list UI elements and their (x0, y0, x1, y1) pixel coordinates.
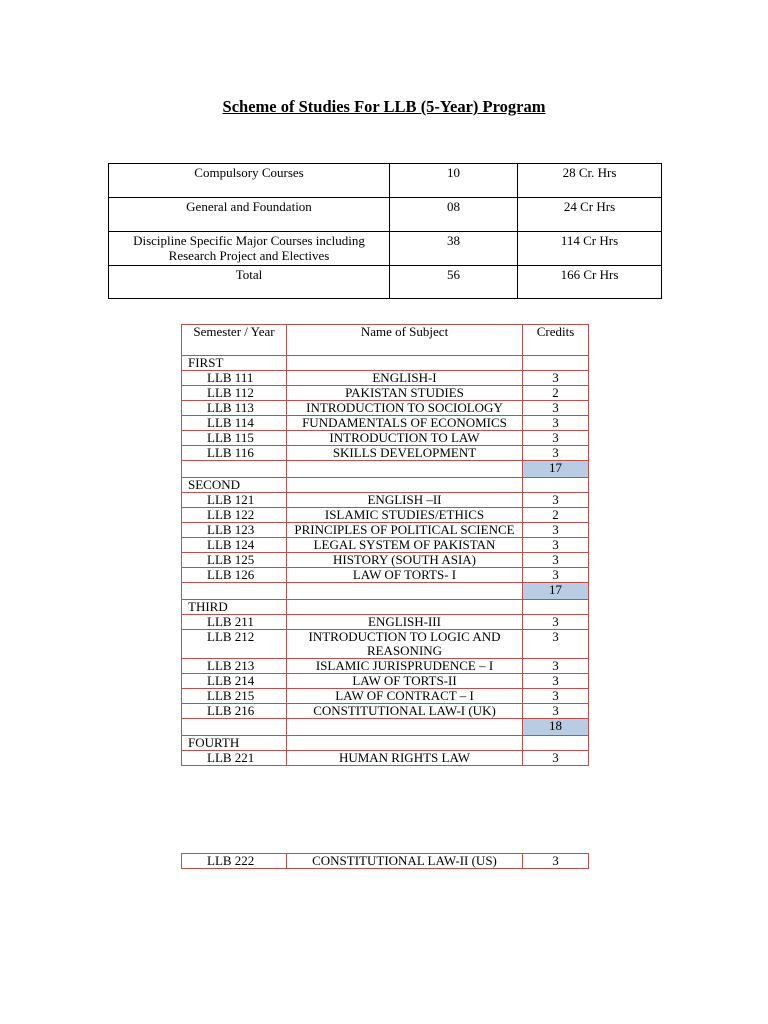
credit-summary-table (108, 163, 662, 299)
course-subject: ENGLISH –II (287, 493, 523, 508)
course-row (182, 493, 589, 508)
course-subject: CONSTITUTIONAL LAW-II (US) (287, 854, 523, 869)
course-subject: HISTORY (SOUTH ASIA) (287, 553, 523, 568)
course-row (182, 568, 589, 583)
semester-total-row (182, 719, 589, 736)
course-credits: 3 (523, 568, 589, 583)
course-code: LLB 213 (182, 659, 287, 674)
header-semester: Semester / Year (182, 325, 287, 356)
summary-hours: 114 Cr Hrs (518, 232, 662, 266)
course-code: LLB 222 (182, 854, 287, 869)
semester-label-row (182, 356, 589, 371)
semester-total: 17 (523, 461, 589, 478)
course-row (182, 538, 589, 553)
summary-count: 56 (390, 266, 518, 299)
course-row (182, 553, 589, 568)
course-code: LLB 114 (182, 416, 287, 431)
scheme-of-studies-table (181, 324, 589, 766)
course-credits: 3 (523, 401, 589, 416)
course-row (182, 523, 589, 538)
page-title: Scheme of Studies For LLB (5-Year) Program (222, 97, 546, 116)
course-credits: 3 (523, 704, 589, 719)
course-row (182, 446, 589, 461)
course-credits: 3 (523, 674, 589, 689)
summary-hours: 24 Cr Hrs (518, 198, 662, 232)
course-code: LLB 216 (182, 704, 287, 719)
header-credits: Credits (523, 325, 589, 356)
course-subject: LAW OF TORTS- I (287, 568, 523, 583)
course-subject: INTRODUCTION TO LAW (287, 431, 523, 446)
course-credits: 3 (523, 630, 589, 659)
course-credits: 3 (523, 371, 589, 386)
summary-hours: 166 Cr Hrs (518, 266, 662, 299)
course-subject: LEGAL SYSTEM OF PAKISTAN (287, 538, 523, 553)
course-subject: INTRODUCTION TO SOCIOLOGY (287, 401, 523, 416)
course-code: LLB 116 (182, 446, 287, 461)
summary-category: Total (109, 266, 390, 299)
course-credits: 2 (523, 386, 589, 401)
semester-total: 17 (523, 583, 589, 600)
semester-label: FIRST (182, 356, 287, 371)
course-subject: FUNDAMENTALS OF ECONOMICS (287, 416, 523, 431)
course-credits: 3 (523, 854, 589, 869)
table-header-row (182, 325, 589, 356)
summary-category: Compulsory Courses (109, 164, 390, 198)
course-credits: 3 (523, 553, 589, 568)
summary-hours: 28 Cr. Hrs (518, 164, 662, 198)
course-credits: 3 (523, 538, 589, 553)
course-subject: ISLAMIC JURISPRUDENCE – I (287, 659, 523, 674)
semester-label-row (182, 736, 589, 751)
summary-row (109, 164, 662, 198)
course-row (182, 704, 589, 719)
course-code: LLB 215 (182, 689, 287, 704)
course-code: LLB 115 (182, 431, 287, 446)
course-credits: 3 (523, 523, 589, 538)
course-subject: HUMAN RIGHTS LAW (287, 751, 523, 766)
course-subject: LAW OF CONTRACT – I (287, 689, 523, 704)
course-credits: 2 (523, 508, 589, 523)
semester-total: 18 (523, 719, 589, 736)
semester-total-row (182, 461, 589, 478)
course-subject: LAW OF TORTS-II (287, 674, 523, 689)
scheme-of-studies-table-continued (181, 853, 589, 869)
course-subject: SKILLS DEVELOPMENT (287, 446, 523, 461)
course-subject: CONSTITUTIONAL LAW-I (UK) (287, 704, 523, 719)
course-code: LLB 126 (182, 568, 287, 583)
semester-label: FOURTH (182, 736, 287, 751)
course-code: LLB 211 (182, 615, 287, 630)
course-code: LLB 214 (182, 674, 287, 689)
course-credits: 3 (523, 689, 589, 704)
course-subject: ISLAMIC STUDIES/ETHICS (287, 508, 523, 523)
course-row (182, 630, 589, 659)
course-code: LLB 123 (182, 523, 287, 538)
semester-total-row (182, 583, 589, 600)
course-row (182, 659, 589, 674)
course-credits: 3 (523, 493, 589, 508)
course-row (182, 386, 589, 401)
course-code: LLB 121 (182, 493, 287, 508)
course-row (182, 674, 589, 689)
course-code: LLB 212 (182, 630, 287, 659)
course-code: LLB 122 (182, 508, 287, 523)
course-subject: PRINCIPLES OF POLITICAL SCIENCE (287, 523, 523, 538)
course-row (182, 431, 589, 446)
course-credits: 3 (523, 416, 589, 431)
course-credits: 3 (523, 446, 589, 461)
semester-label: THIRD (182, 600, 287, 615)
course-row (182, 416, 589, 431)
course-row (182, 401, 589, 416)
course-code: LLB 111 (182, 371, 287, 386)
summary-count: 10 (390, 164, 518, 198)
course-code: LLB 125 (182, 553, 287, 568)
summary-total-row (109, 266, 662, 299)
course-row (182, 508, 589, 523)
course-row (182, 751, 589, 766)
course-row (182, 689, 589, 704)
summary-row (109, 232, 662, 266)
semester-label-row (182, 600, 589, 615)
course-code: LLB 221 (182, 751, 287, 766)
course-credits: 3 (523, 751, 589, 766)
course-subject: PAKISTAN STUDIES (287, 386, 523, 401)
course-subject: INTRODUCTION TO LOGIC AND REASONING (287, 630, 523, 659)
course-row (182, 615, 589, 630)
summary-row (109, 198, 662, 232)
course-credits: 3 (523, 659, 589, 674)
course-row (182, 371, 589, 386)
header-subject: Name of Subject (287, 325, 523, 356)
summary-count: 38 (390, 232, 518, 266)
course-code: LLB 113 (182, 401, 287, 416)
course-credits: 3 (523, 431, 589, 446)
semester-label: SECOND (182, 478, 287, 493)
course-code: LLB 112 (182, 386, 287, 401)
course-row (182, 854, 589, 869)
summary-count: 08 (390, 198, 518, 232)
course-subject: ENGLISH-I (287, 371, 523, 386)
course-code: LLB 124 (182, 538, 287, 553)
semester-label-row (182, 478, 589, 493)
summary-category: General and Foundation (109, 198, 390, 232)
summary-category: Discipline Specific Major Courses including Research Project and Electives (109, 232, 390, 266)
course-credits: 3 (523, 615, 589, 630)
course-subject: ENGLISH-III (287, 615, 523, 630)
